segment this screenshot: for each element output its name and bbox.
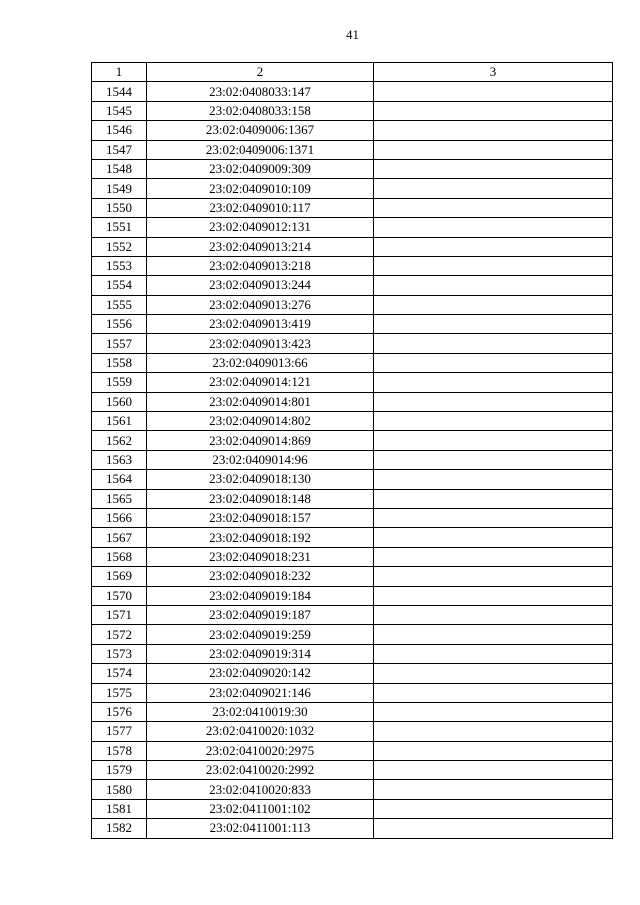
note-cell (374, 819, 613, 838)
note-cell (374, 702, 613, 721)
cadastral-number-cell: 23:02:0409006:1371 (147, 140, 374, 159)
note-cell (374, 237, 613, 256)
note-cell (374, 508, 613, 527)
note-cell (374, 528, 613, 547)
note-cell (374, 547, 613, 566)
table-row (92, 450, 613, 469)
table-row (92, 567, 613, 586)
table-row (92, 159, 613, 178)
cadastral-number-cell: 23:02:0409014:96 (147, 450, 374, 469)
row-number-cell: 1563 (92, 450, 147, 469)
note-cell (374, 218, 613, 237)
row-number-cell: 1566 (92, 508, 147, 527)
cadastral-number-cell: 23:02:0410020:2992 (147, 761, 374, 780)
cadastral-number-cell: 23:02:0409018:157 (147, 508, 374, 527)
cadastral-number-cell: 23:02:0409019:259 (147, 625, 374, 644)
column-header-1: 1 (92, 63, 147, 82)
row-number-cell: 1570 (92, 586, 147, 605)
note-cell (374, 334, 613, 353)
cadastral-number-cell: 23:02:0409013:276 (147, 295, 374, 314)
row-number-cell: 1555 (92, 295, 147, 314)
table-row (92, 431, 613, 450)
row-number-cell: 1580 (92, 780, 147, 799)
table-row (92, 295, 613, 314)
note-cell (374, 586, 613, 605)
note-cell (374, 295, 613, 314)
row-number-cell: 1579 (92, 761, 147, 780)
row-number-cell: 1562 (92, 431, 147, 450)
cadastral-number-cell: 23:02:0410020:2975 (147, 741, 374, 760)
data-table (91, 62, 613, 839)
table-row (92, 508, 613, 527)
table-row (92, 528, 613, 547)
cadastral-number-cell: 23:02:0409013:244 (147, 276, 374, 295)
cadastral-number-cell: 23:02:0409014:801 (147, 392, 374, 411)
cadastral-number-cell: 23:02:0409013:214 (147, 237, 374, 256)
table-row (92, 470, 613, 489)
note-cell (374, 121, 613, 140)
cadastral-number-cell: 23:02:0409014:869 (147, 431, 374, 450)
row-number-cell: 1544 (92, 82, 147, 101)
note-cell (374, 644, 613, 663)
table-row (92, 237, 613, 256)
row-number-cell: 1576 (92, 702, 147, 721)
table-row (92, 799, 613, 818)
cadastral-number-cell: 23:02:0409018:148 (147, 489, 374, 508)
note-cell (374, 664, 613, 683)
table-row (92, 702, 613, 721)
row-number-cell: 1568 (92, 547, 147, 566)
row-number-cell: 1573 (92, 644, 147, 663)
cadastral-number-cell: 23:02:0408033:147 (147, 82, 374, 101)
row-number-cell: 1550 (92, 198, 147, 217)
cadastral-number-cell: 23:02:0409013:419 (147, 315, 374, 334)
row-number-cell: 1582 (92, 819, 147, 838)
column-header-2: 2 (147, 63, 374, 82)
note-cell (374, 198, 613, 217)
cadastral-number-cell: 23:02:0410020:833 (147, 780, 374, 799)
note-cell (374, 489, 613, 508)
cadastral-number-cell: 23:02:0409010:117 (147, 198, 374, 217)
cadastral-number-cell: 23:02:0409014:121 (147, 373, 374, 392)
note-cell (374, 625, 613, 644)
row-number-cell: 1557 (92, 334, 147, 353)
note-cell (374, 276, 613, 295)
table-row (92, 101, 613, 120)
row-number-cell: 1569 (92, 567, 147, 586)
table-row (92, 179, 613, 198)
table-row (92, 412, 613, 431)
table-row (92, 780, 613, 799)
cadastral-number-cell: 23:02:0409019:187 (147, 605, 374, 624)
note-cell (374, 412, 613, 431)
note-cell (374, 431, 613, 450)
row-number-cell: 1561 (92, 412, 147, 431)
column-header-3: 3 (374, 63, 613, 82)
row-number-cell: 1553 (92, 256, 147, 275)
cadastral-number-cell: 23:02:0409021:146 (147, 683, 374, 702)
row-number-cell: 1581 (92, 799, 147, 818)
table-row (92, 315, 613, 334)
table-row (92, 218, 613, 237)
table-row (92, 625, 613, 644)
table-row (92, 547, 613, 566)
row-number-cell: 1548 (92, 159, 147, 178)
table-row (92, 489, 613, 508)
header-row (92, 63, 613, 82)
table-row (92, 761, 613, 780)
row-number-cell: 1577 (92, 722, 147, 741)
note-cell (374, 315, 613, 334)
note-cell (374, 567, 613, 586)
row-number-cell: 1549 (92, 179, 147, 198)
row-number-cell: 1546 (92, 121, 147, 140)
cadastral-number-cell: 23:02:0409019:314 (147, 644, 374, 663)
note-cell (374, 392, 613, 411)
note-cell (374, 722, 613, 741)
cadastral-number-cell: 23:02:0408033:158 (147, 101, 374, 120)
cadastral-number-cell: 23:02:0409020:142 (147, 664, 374, 683)
row-number-cell: 1564 (92, 470, 147, 489)
cadastral-number-cell: 23:02:0409018:232 (147, 567, 374, 586)
note-cell (374, 780, 613, 799)
table-row (92, 664, 613, 683)
table-row (92, 605, 613, 624)
cadastral-number-cell: 23:02:0409010:109 (147, 179, 374, 198)
cadastral-number-cell: 23:02:0409014:802 (147, 412, 374, 431)
cadastral-number-cell: 23:02:0409013:423 (147, 334, 374, 353)
table-row (92, 256, 613, 275)
table-row (92, 722, 613, 741)
row-number-cell: 1559 (92, 373, 147, 392)
cadastral-number-cell: 23:02:0409019:184 (147, 586, 374, 605)
row-number-cell: 1547 (92, 140, 147, 159)
table-row (92, 198, 613, 217)
row-number-cell: 1552 (92, 237, 147, 256)
cadastral-number-cell: 23:02:0409013:66 (147, 353, 374, 372)
row-number-cell: 1560 (92, 392, 147, 411)
cadastral-number-cell: 23:02:0410019:30 (147, 702, 374, 721)
table-row (92, 683, 613, 702)
table-row (92, 392, 613, 411)
table-row (92, 644, 613, 663)
row-number-cell: 1551 (92, 218, 147, 237)
note-cell (374, 683, 613, 702)
table-row (92, 140, 613, 159)
note-cell (374, 159, 613, 178)
row-number-cell: 1556 (92, 315, 147, 334)
cadastral-number-cell: 23:02:0409006:1367 (147, 121, 374, 140)
note-cell (374, 605, 613, 624)
table-row (92, 586, 613, 605)
table-row (92, 82, 613, 101)
table-row (92, 373, 613, 392)
cadastral-number-cell: 23:02:0409018:231 (147, 547, 374, 566)
note-cell (374, 256, 613, 275)
table-row (92, 819, 613, 838)
page-number: 41 (346, 27, 359, 42)
table-row (92, 741, 613, 760)
note-cell (374, 761, 613, 780)
note-cell (374, 353, 613, 372)
table-row (92, 121, 613, 140)
note-cell (374, 450, 613, 469)
row-number-cell: 1545 (92, 101, 147, 120)
cadastral-number-cell: 23:02:0410020:1032 (147, 722, 374, 741)
cadastral-number-cell: 23:02:0411001:102 (147, 799, 374, 818)
cadastral-number-cell: 23:02:0409012:131 (147, 218, 374, 237)
cadastral-number-cell: 23:02:0409018:130 (147, 470, 374, 489)
row-number-cell: 1558 (92, 353, 147, 372)
row-number-cell: 1554 (92, 276, 147, 295)
cadastral-number-cell: 23:02:0409013:218 (147, 256, 374, 275)
row-number-cell: 1572 (92, 625, 147, 644)
row-number-cell: 1574 (92, 664, 147, 683)
row-number-cell: 1575 (92, 683, 147, 702)
row-number-cell: 1571 (92, 605, 147, 624)
note-cell (374, 101, 613, 120)
note-cell (374, 373, 613, 392)
row-number-cell: 1578 (92, 741, 147, 760)
note-cell (374, 82, 613, 101)
note-cell (374, 741, 613, 760)
table-row (92, 353, 613, 372)
row-number-cell: 1567 (92, 528, 147, 547)
cadastral-number-cell: 23:02:0411001:113 (147, 819, 374, 838)
cadastral-number-cell: 23:02:0409018:192 (147, 528, 374, 547)
table-row (92, 276, 613, 295)
note-cell (374, 470, 613, 489)
row-number-cell: 1565 (92, 489, 147, 508)
cadastral-number-cell: 23:02:0409009:309 (147, 159, 374, 178)
table-body (92, 82, 613, 838)
note-cell (374, 140, 613, 159)
note-cell (374, 179, 613, 198)
note-cell (374, 799, 613, 818)
table-row (92, 334, 613, 353)
